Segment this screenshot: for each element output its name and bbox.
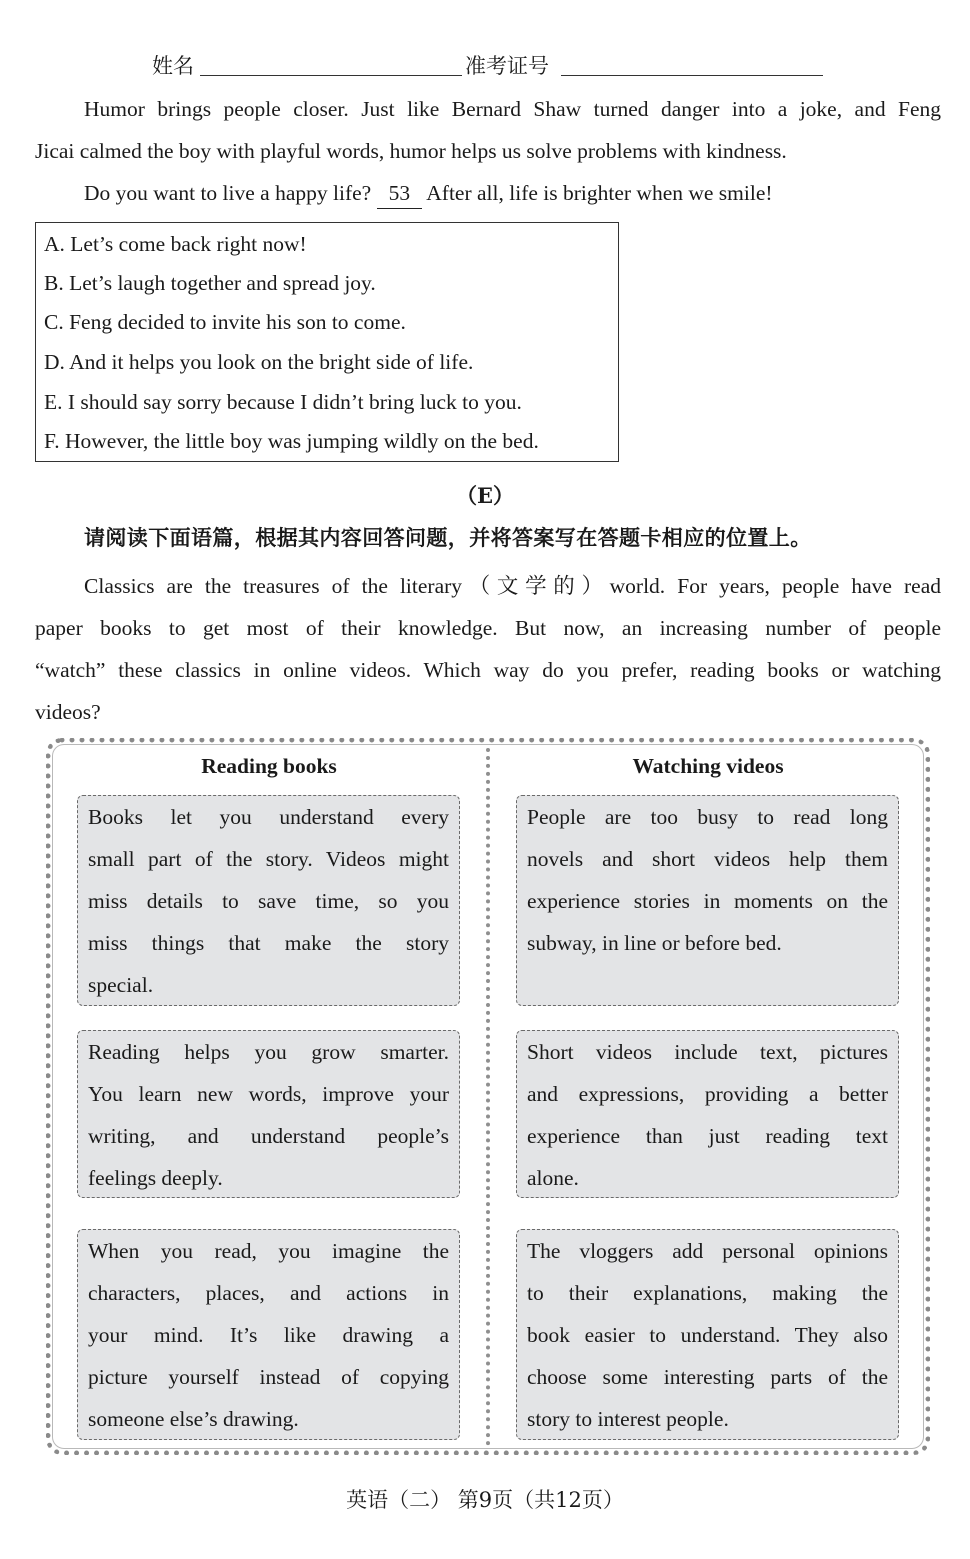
card-line: Reading helps you grow smarter.	[88, 1040, 449, 1064]
card-line: Short videos include text, pictures	[527, 1040, 888, 1064]
paragraph-line: Jicai calmed the boy with playful words, humor helps us solve problems with kindness.	[35, 139, 787, 163]
intro-line: videos?	[35, 700, 101, 724]
option-c: C. Feng decided to invite his son to come.	[44, 310, 406, 334]
name-field-line[interactable]	[200, 75, 462, 76]
intro-line: Classics are the treasures of the literary（文学的）world. For years, people have read	[84, 574, 941, 598]
option-f: F. However, the little boy was jumping wildly on the bed.	[44, 429, 539, 453]
name-label: 姓名	[152, 54, 194, 78]
paragraph-line: Humor brings people closer. Just like Bernard Shaw turned danger into a joke, and Feng	[84, 97, 941, 121]
card-line: You learn new words, improve your	[88, 1082, 449, 1106]
card-line: picture yourself instead of copying	[88, 1365, 449, 1389]
card-line: Books let you understand every	[88, 805, 449, 829]
card-line: choose some interesting parts of the	[527, 1365, 888, 1389]
card-line: The vloggers add personal opinions	[527, 1239, 888, 1263]
card-line: feelings deeply.	[88, 1166, 223, 1190]
card-line: When you read, you imagine the	[88, 1239, 449, 1263]
video-card-1	[516, 795, 899, 1006]
video-card-2	[516, 1030, 899, 1198]
option-e: E. I should say sorry because I didn’t bring luck to you.	[44, 390, 522, 414]
watching-videos-heading: Watching videos	[632, 754, 784, 778]
card-line: someone else’s drawing.	[88, 1407, 299, 1431]
exam-id-field-line[interactable]	[561, 75, 823, 76]
exam-id-label: 准考证号	[465, 54, 549, 78]
option-a: A. Let’s come back right now!	[44, 232, 307, 256]
question-text: After all, life is brighter when we smile!	[426, 181, 773, 205]
option-d: D. And it helps you look on the bright side of life.	[44, 350, 474, 374]
section-title: （E）	[455, 483, 514, 508]
reading-card-3	[77, 1229, 460, 1440]
card-line: alone.	[527, 1166, 579, 1190]
card-line: characters, places, and actions in	[88, 1281, 449, 1305]
intro-line: paper books to get most of their knowledge. But now, an increasing number of people	[35, 616, 941, 640]
card-line: experience than just reading text	[527, 1124, 888, 1148]
video-card-3	[516, 1229, 899, 1440]
card-line: your mind. It’s like drawing a	[88, 1323, 449, 1347]
question-text: Do you want to live a happy life?	[84, 181, 372, 205]
question-53-line	[84, 172, 773, 214]
card-line: subway, in line or before bed.	[527, 931, 782, 955]
section-instruction: 请阅读下面语篇，根据其内容回答问题，并将答案写在答题卡相应的位置上。	[84, 526, 812, 550]
option-b: B. Let’s laugh together and spread joy.	[44, 271, 376, 295]
card-line: small part of the story. Videos might	[88, 847, 449, 871]
card-line: and expressions, providing a better	[527, 1082, 888, 1106]
card-line: experience stories in moments on the	[527, 889, 888, 913]
card-line: novels and short videos help them	[527, 847, 888, 871]
card-line: story to interest people.	[527, 1407, 729, 1431]
intro-line: “watch” these classics in online videos. Which way do you prefer, reading books or watching	[35, 658, 941, 682]
answer-blank-53[interactable]: 53	[377, 178, 423, 209]
card-line: book easier to understand. They also	[527, 1323, 888, 1347]
card-line: special.	[88, 973, 154, 997]
card-line: to their explanations, making the	[527, 1281, 888, 1305]
card-line: writing, and understand people’s	[88, 1124, 449, 1148]
options-box	[35, 222, 619, 462]
reading-card-2	[77, 1030, 460, 1198]
column-divider	[486, 748, 490, 1446]
page-footer: 英语（二） 第9页（共12页）	[346, 1488, 624, 1512]
card-line: People are too busy to read long	[527, 805, 888, 829]
reading-books-heading: Reading books	[201, 754, 337, 778]
card-line: miss details to save time, so you	[88, 889, 449, 913]
reading-card-1	[77, 795, 460, 1006]
card-line: miss things that make the story	[88, 931, 449, 955]
